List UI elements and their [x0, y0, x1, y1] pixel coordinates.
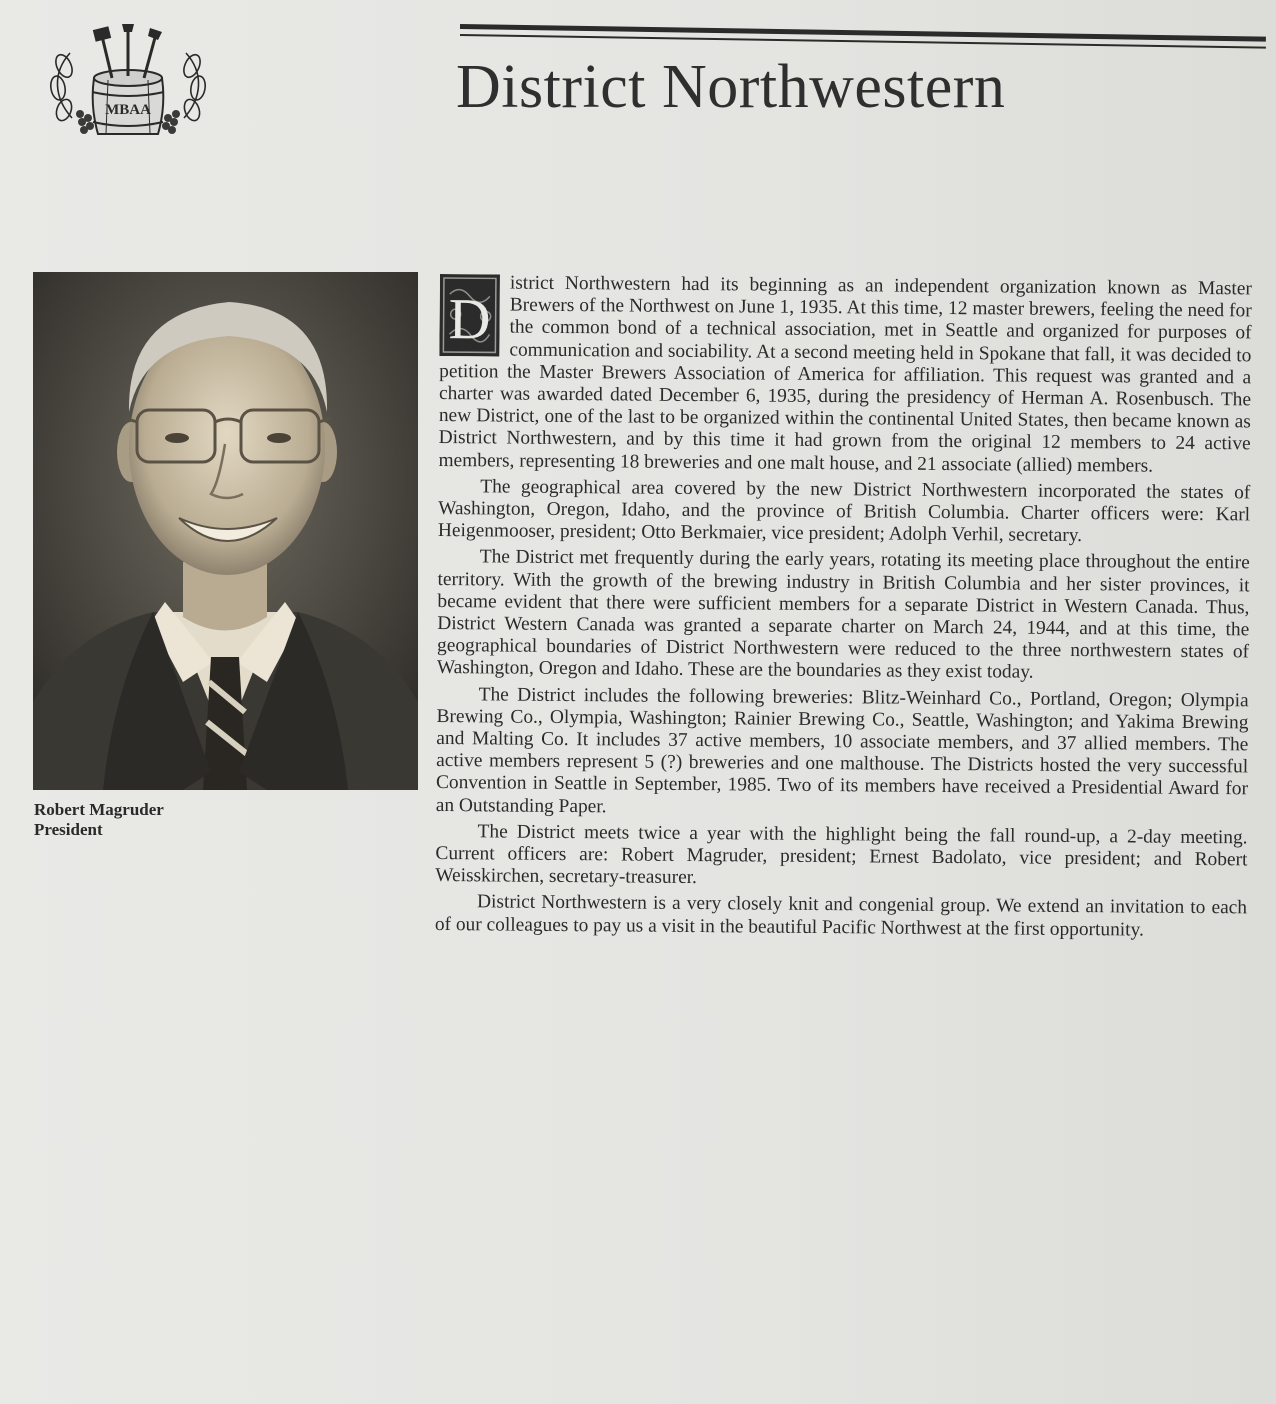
article-paragraph: The District met frequently during the early years, rotating its meeting place throughout the entire territory. With the growth of the brewing industry in British Columbia and her sister provinces, it became evident that there were sufficient members for a separate District in Western Canada. Thus, District Western Canada was granted a separate charter on March 24, 1944, and at this time, the geographical boundaries of District Northwestern were reduced to the three northwestern states of Washington, Oregon and Idaho. These are the boundaries as they exist today.: [436, 546, 1250, 684]
caption-name: Robert Magruder: [34, 800, 164, 819]
article-body: [435, 272, 1252, 946]
ornate-dropcap-d-icon: [439, 274, 500, 356]
article-paragraph: The District includes the following breweries: Blitz-Weinhard Co., Portland, Oregon; Olympia Brewing Co., Olympia, Washington; Rainier Brewing Co., Seattle, Washington; and Yakima Brewing and Malting Co. It includes 37 active members, 10 associate members, and 37 allied members. The active members represent 5 (?) breweries and one malthouse. The Districts hosted the very successful Convention in Seattle in September, 1985. Two of its members have received a Presidential Award for an Outstanding Paper.: [435, 683, 1249, 817]
caption-role: President: [34, 820, 103, 839]
page-title: District Northwestern: [456, 53, 1006, 121]
article-paragraph: District Northwestern is a very closely knit and congenial group. We extend an invitation to each of our colleagues to pay us a visit in the beautiful Pacific Northwest at the first opportunity.: [434, 891, 1248, 941]
mbaa-emblem-logo: [42, 18, 214, 142]
article-paragraph: The District meets twice a year with the highlight being the fall round-up, a 2-day meeting. Current officers are: Robert Magruder, president; Ernest Badolato, vice president; and Robert Weisskirchen, secretary-treasurer.: [435, 821, 1248, 889]
article-paragraph: The geographical area covered by the new District Northwestern incorporated the states of Washington, Oregon, Idaho, and the province of British Columbia. Charter officers were: Karl Heigenmooser, president; Otto Berkmaier, vice president; Adolph Verhil, secretary.: [437, 476, 1251, 547]
paragraph-text: istrict Northwestern had its beginning as an independent organization known as Master Brewers of the Northwest on June 1, 1935. At this time, 12 master brewers, feeling the need for the common bond of a technical association, met in Seattle and organized for purposes of communication and sociability. At a second meeting held in Spokane that fall, it was decided to petition the Master Brewers Association of America for affiliation. This request was granted and a charter was awarded dated December 6, 1935, during the presidency of Herman A. Rosenbusch. The new District, one of the last to be organized within the continental United States, then became known as District Northwestern, and by this time it had grown from the original 12 members to 24 active members, representing 18 breweries and one malt house, and 21 associate (allied) members.: [438, 272, 1252, 477]
dropcap-letter: D: [448, 286, 491, 352]
article-paragraph: [438, 272, 1252, 478]
logo-text: MBAA: [105, 102, 151, 118]
title-rule-thick: [460, 24, 1266, 42]
portrait-photo: [33, 272, 418, 790]
portrait-caption: [34, 800, 164, 840]
